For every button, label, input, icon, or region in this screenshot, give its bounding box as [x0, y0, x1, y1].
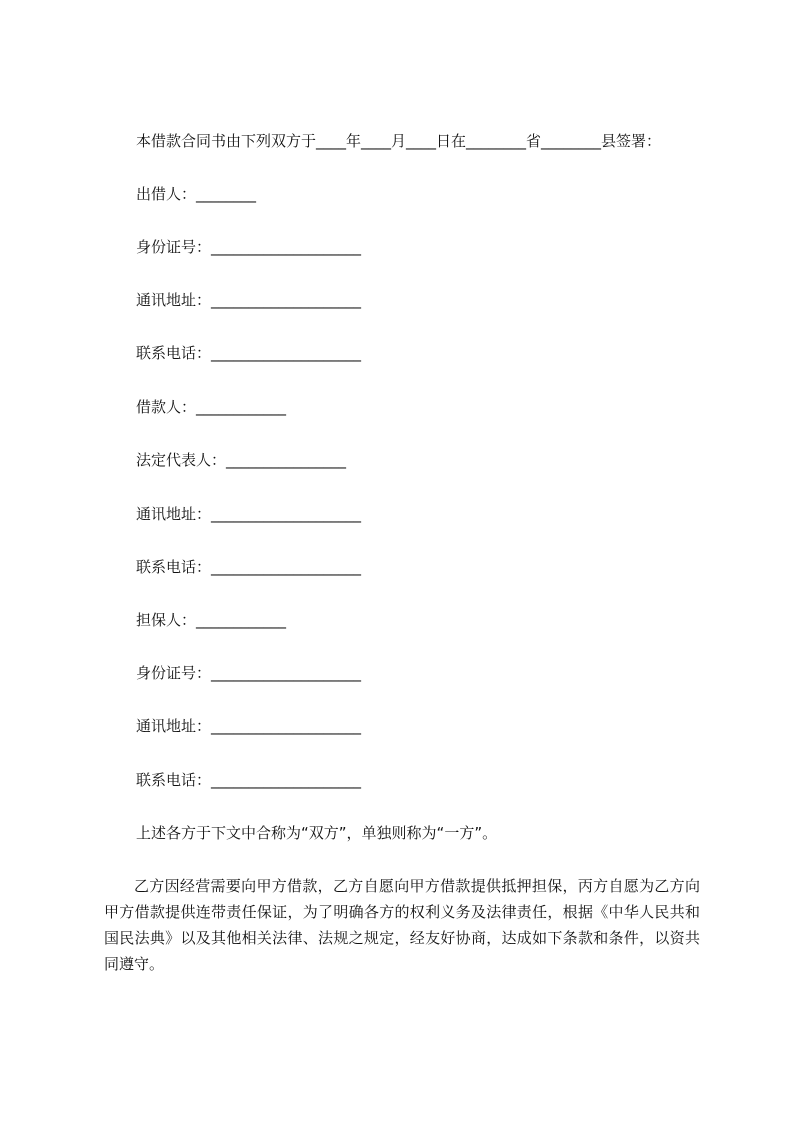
guarantor-address-field: 通讯地址：____________________	[136, 717, 362, 735]
lender-id-number-field: 身份证号：____________________	[136, 238, 362, 256]
lender-name-field: 出借人：________	[136, 185, 257, 203]
signing-statement: 本借款合同书由下列双方于____年____月____日在________省________县签署：	[136, 132, 662, 150]
guarantor-name-field: 担保人：____________	[136, 611, 287, 629]
lender-phone-field: 联系电话：____________________	[136, 344, 362, 362]
lender-address-field: 通讯地址：____________________	[136, 291, 362, 309]
borrower-phone-field: 联系电话：____________________	[136, 558, 362, 576]
legal-representative-field: 法定代表人：________________	[136, 451, 347, 469]
recital-paragraph: 乙方因经营需要向甲方借款，乙方自愿向甲方借款提供抵押担保，丙方自愿为乙方向甲方借款提供连带责任保证，为了明确各方的权利义务及法律责任，根据《中华人民共和国民法典》以及其他相关法律、法规之规定，经友好协商，达成如下条款和条件，以资共同遵守。	[104, 877, 700, 973]
borrower-address-field: 通讯地址：____________________	[136, 505, 362, 523]
guarantor-phone-field: 联系电话：____________________	[136, 771, 362, 789]
collective-term-note: 上述各方于下文中合称为“双方”，单独则称为“一方”。	[136, 824, 498, 842]
guarantor-id-number-field: 身份证号：____________________	[136, 664, 362, 682]
borrower-name-field: 借款人：____________	[136, 398, 287, 416]
